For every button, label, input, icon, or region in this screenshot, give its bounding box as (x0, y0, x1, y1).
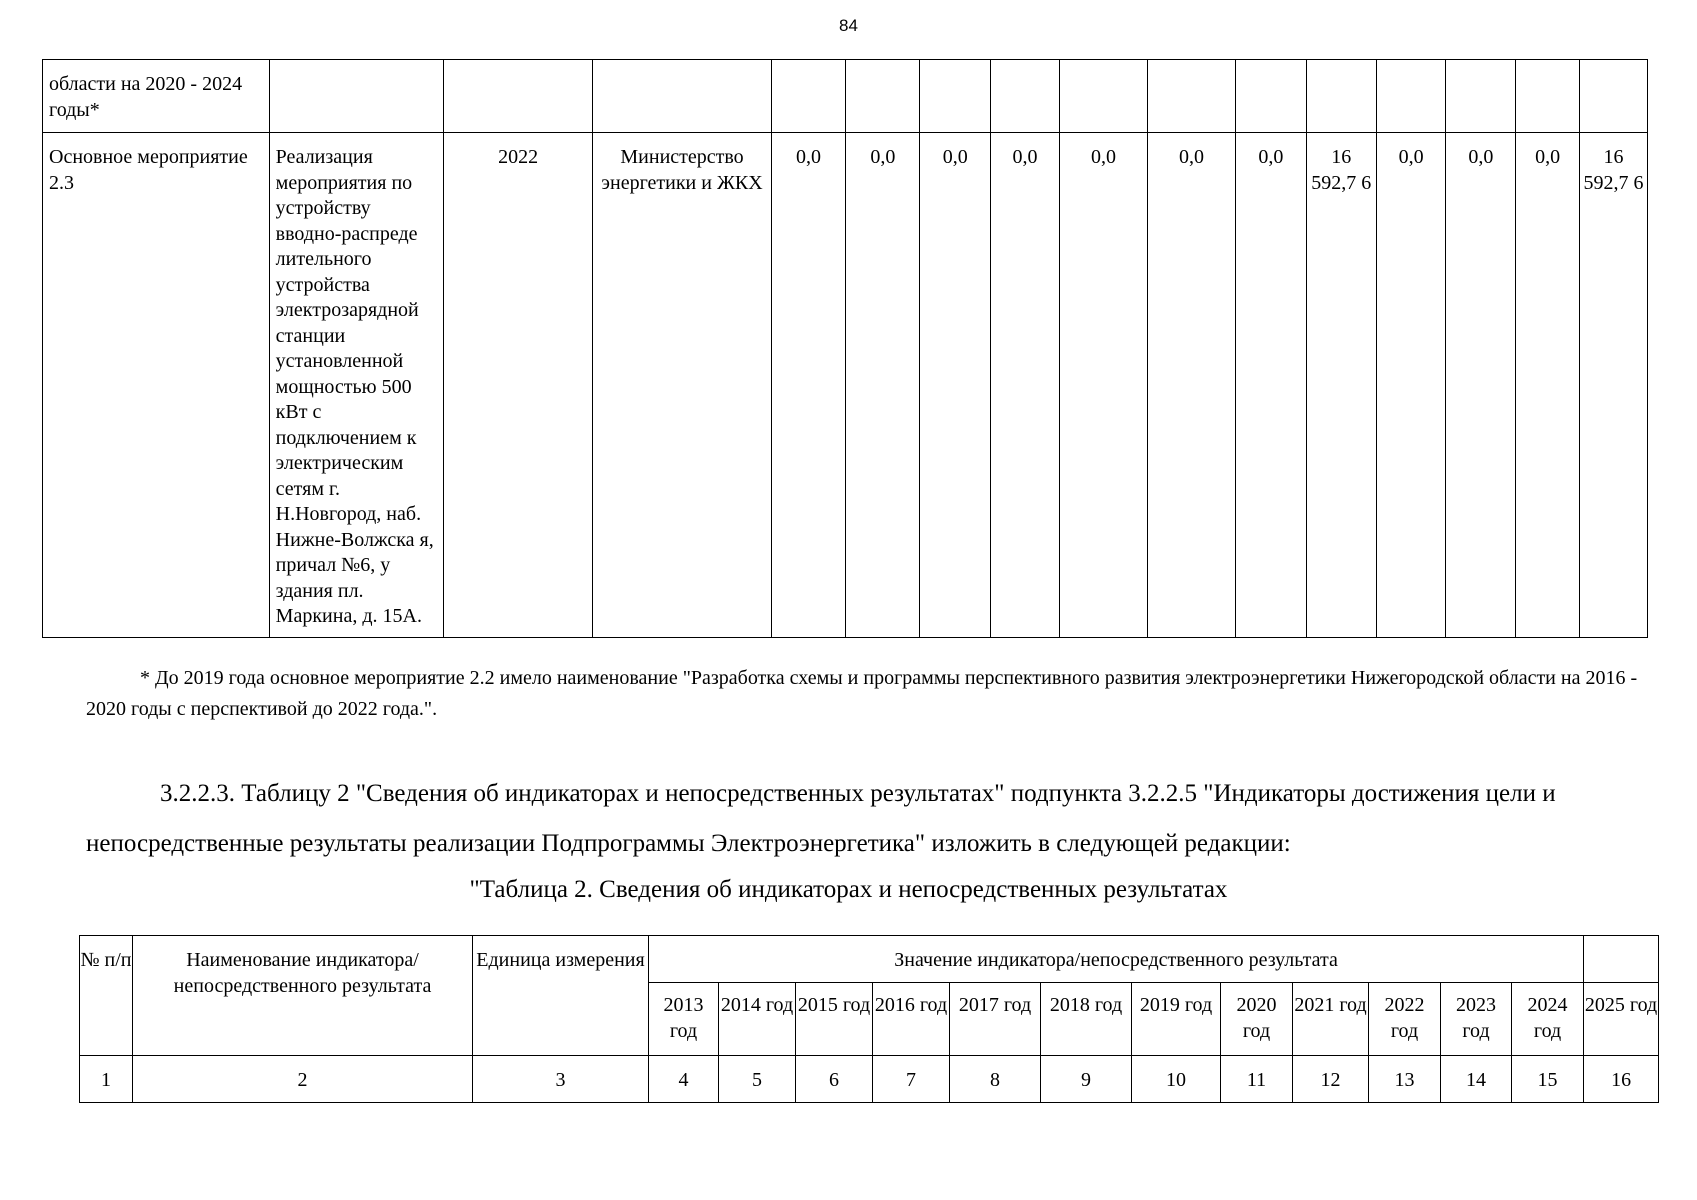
column-number: 4 (649, 1056, 719, 1103)
column-number: 7 (873, 1056, 950, 1103)
table-cell (1516, 60, 1580, 133)
column-number: 12 (1293, 1056, 1369, 1103)
table-cell (1306, 60, 1376, 133)
footnote: * До 2019 года основное мероприятие 2.2 имело наименование "Разработка схемы и программы перспективного развития электроэнергетики Нижегородской области на 2016 - 2020 годы с перспективой до 2022 года.". (86, 667, 1638, 720)
table-cell (771, 60, 846, 133)
year-header: 2018 год (1041, 983, 1132, 1056)
table-cell: Министерство энергетики и ЖКХ (593, 133, 771, 638)
table-cell: 2022 (443, 133, 593, 638)
page-number: 84 (839, 16, 858, 35)
table-cell (991, 60, 1060, 133)
header-num: № п/п (80, 936, 133, 1056)
value-cell: 0,0 (1446, 133, 1516, 638)
year-header: 2013 год (649, 983, 719, 1056)
value-cell: 0,0 (920, 133, 991, 638)
value-cell: 16 592,7 6 (1306, 133, 1376, 638)
year-header: 2019 год (1132, 983, 1221, 1056)
year-header: 2017 год (950, 983, 1041, 1056)
table-cell (593, 60, 771, 133)
table-cell (1059, 60, 1147, 133)
column-number: 14 (1441, 1056, 1512, 1103)
value-cell: 0,0 (1236, 133, 1307, 638)
value-cell: 0,0 (771, 133, 846, 638)
year-header: 2015 год (796, 983, 873, 1056)
table-cell (1236, 60, 1307, 133)
year-header: 2023 год (1441, 983, 1512, 1056)
value-cell: 0,0 (1376, 133, 1446, 638)
column-number: 13 (1369, 1056, 1441, 1103)
table-cell (846, 60, 920, 133)
table-caption: "Таблица 2. Сведения об индикаторах и непосредственных результатах (469, 876, 1228, 903)
table-cell (1376, 60, 1446, 133)
header-name: Наименование индикатора/непосредственного результата (133, 936, 473, 1056)
header-unit: Единица измерения (473, 936, 649, 1056)
table-cell (443, 60, 593, 133)
column-number: 9 (1041, 1056, 1132, 1103)
value-cell: 0,0 (1059, 133, 1147, 638)
year-header: 2021 год (1293, 983, 1369, 1056)
table-cell: области на 2020 - 2024 годы* (43, 60, 270, 133)
value-cell: 0,0 (991, 133, 1060, 638)
column-number: 1 (80, 1056, 133, 1103)
value-cell: 0,0 (1147, 133, 1235, 638)
column-number: 5 (719, 1056, 796, 1103)
table-cell: Основное мероприятие 2.3 (43, 133, 270, 638)
table-cell (1580, 60, 1648, 133)
column-number: 10 (1132, 1056, 1221, 1103)
year-header: 2024 год (1512, 983, 1584, 1056)
column-number: 15 (1512, 1056, 1584, 1103)
table-row (43, 133, 1648, 638)
column-number: 3 (473, 1056, 649, 1103)
header-value-group: Значение индикатора/непосредственного результата (649, 936, 1584, 983)
table-row (43, 60, 1648, 133)
table-cell (1147, 60, 1235, 133)
column-number: 2 (133, 1056, 473, 1103)
year-header: 2022 год (1369, 983, 1441, 1056)
table-header-row (80, 936, 1659, 983)
year-header: 2014 год (719, 983, 796, 1056)
year-header: 2025 год (1584, 983, 1659, 1056)
column-number: 11 (1221, 1056, 1293, 1103)
value-cell: 16 592,7 6 (1580, 133, 1648, 638)
value-cell: 0,0 (1516, 133, 1580, 638)
column-number: 16 (1584, 1056, 1659, 1103)
table-cell (1446, 60, 1516, 133)
column-number-row (80, 1056, 1659, 1103)
value-cell: 0,0 (846, 133, 920, 638)
funding-table (42, 59, 1648, 638)
column-number: 6 (796, 1056, 873, 1103)
year-header: 2020 год (1221, 983, 1293, 1056)
table-cell (269, 60, 443, 133)
year-header: 2016 год (873, 983, 950, 1056)
table-cell (1584, 936, 1659, 983)
table-cell: Реализация мероприятия по устройству вводно-распреде лительного устройства электрозарядной станции установленной мощностью 500 кВт с подключением к электрическим сетям г. Н.Новгород, наб. Нижне-Волжска я, причал №6, у здания пл. Маркина, д. 15А. (269, 133, 443, 638)
column-number: 8 (950, 1056, 1041, 1103)
table-cell (920, 60, 991, 133)
indicators-table (79, 935, 1659, 1103)
amendment-paragraph: 3.2.2.3. Таблицу 2 "Сведения об индикаторах и непосредственных результатах" подпункта 3.2.2.5 "Индикаторы достижения цели и непосредственные результаты реализации Подпрограммы Электроэнергетика" изложить в следующей редакции: (86, 780, 1556, 857)
